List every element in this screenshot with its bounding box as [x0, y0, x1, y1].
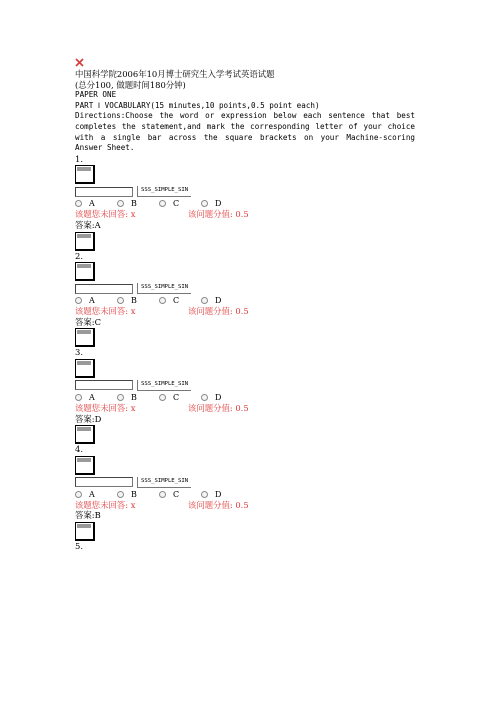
- hidden-field-label: SSS_SIMPLE_SIN: [137, 186, 191, 197]
- image-tag-icon: [77, 458, 91, 462]
- image-tag-icon: [77, 264, 91, 268]
- answer-image-placeholder: [75, 328, 95, 347]
- option-b[interactable]: B: [117, 199, 159, 208]
- option-d[interactable]: D: [201, 199, 243, 208]
- option-a[interactable]: A: [75, 199, 117, 208]
- image-tag-icon: [77, 234, 91, 238]
- question-block: [75, 347, 415, 444]
- answer-image-placeholder: [75, 232, 95, 251]
- answer-options: [75, 198, 415, 209]
- answer-input[interactable]: [75, 477, 133, 487]
- answer-options: [75, 392, 415, 403]
- radio-icon[interactable]: [201, 491, 208, 498]
- radio-icon[interactable]: [117, 200, 124, 207]
- image-tag-icon: [77, 524, 91, 528]
- document-page: [75, 58, 415, 551]
- question-number: 2.: [75, 250, 83, 261]
- exam-subtitle: (总分100, 做题时间180分钟): [75, 79, 186, 90]
- hidden-field-label: SSS_SIMPLE_SIN: [137, 283, 191, 294]
- answer-image-placeholder: [75, 522, 95, 541]
- radio-icon[interactable]: [159, 200, 166, 207]
- question-image-placeholder: [75, 359, 95, 378]
- question-block: [75, 251, 415, 348]
- unanswered-note: 该题您未回答: x: [75, 402, 136, 413]
- answer-image-placeholder: [75, 425, 95, 444]
- broken-image-icon: [75, 58, 84, 67]
- question-status: [75, 403, 415, 414]
- answer-input[interactable]: [75, 284, 133, 294]
- option-c[interactable]: C: [159, 199, 201, 208]
- option-b[interactable]: B: [117, 296, 159, 305]
- directions-text: Directions:Choose the word or expression below each sentence that best completes the statement,and mark the corresponding letter of your choice with a single bar across the square brackets on your Machine-scoring Answer Sheet.: [75, 111, 415, 153]
- score-note: 该问题分值: 0.5: [188, 306, 249, 317]
- image-tag-icon: [77, 330, 91, 334]
- question-number: 3.: [75, 347, 83, 358]
- score-note: 该问题分值: 0.5: [188, 209, 249, 220]
- option-c[interactable]: C: [159, 296, 201, 305]
- option-d[interactable]: D: [201, 296, 243, 305]
- radio-icon[interactable]: [75, 297, 82, 304]
- radio-icon[interactable]: [117, 297, 124, 304]
- option-b[interactable]: B: [117, 490, 159, 499]
- next-question-number: 5.: [75, 540, 83, 551]
- question-status: [75, 500, 415, 511]
- radio-icon[interactable]: [117, 491, 124, 498]
- answer-input[interactable]: [75, 187, 133, 197]
- question-image-placeholder: [75, 262, 95, 281]
- image-tag-icon: [77, 167, 91, 171]
- option-a[interactable]: A: [75, 393, 117, 402]
- option-d[interactable]: D: [201, 490, 243, 499]
- unanswered-note: 该题您未回答: x: [75, 209, 136, 220]
- answer-key: 答案:C: [75, 316, 101, 327]
- score-note: 该问题分值: 0.5: [188, 499, 249, 510]
- unanswered-note: 该题您未回答: x: [75, 499, 136, 510]
- option-b[interactable]: B: [117, 393, 159, 402]
- answer-input[interactable]: [75, 380, 133, 390]
- question-block: [75, 154, 415, 251]
- answer-key: 答案:D: [75, 413, 102, 424]
- radio-icon[interactable]: [75, 200, 82, 207]
- radio-icon[interactable]: [159, 297, 166, 304]
- part-heading: PART Ⅰ VOCABULARY(15 minutes,10 points,0.5 point each): [75, 100, 320, 110]
- option-a[interactable]: A: [75, 490, 117, 499]
- question-status: [75, 306, 415, 317]
- radio-icon[interactable]: [75, 491, 82, 498]
- question-block: [75, 444, 415, 541]
- unanswered-note: 该题您未回答: x: [75, 306, 136, 317]
- image-tag-icon: [77, 427, 91, 431]
- paper-heading: PAPER ONE: [75, 90, 117, 100]
- radio-icon[interactable]: [201, 394, 208, 401]
- answer-key: 答案:A: [75, 219, 101, 230]
- radio-icon[interactable]: [159, 394, 166, 401]
- image-tag-icon: [77, 361, 91, 365]
- radio-icon[interactable]: [117, 394, 124, 401]
- exam-title: 中国科学院2006年10月博士研究生入学考试英语试题: [75, 69, 275, 79]
- answer-options: [75, 489, 415, 500]
- question-image-placeholder: [75, 165, 95, 184]
- score-note: 该问题分值: 0.5: [188, 402, 249, 413]
- option-c[interactable]: C: [159, 490, 201, 499]
- question-number: 4.: [75, 444, 83, 455]
- radio-icon[interactable]: [159, 491, 166, 498]
- hidden-field-label: SSS_SIMPLE_SIN: [137, 380, 191, 391]
- option-d[interactable]: D: [201, 393, 243, 402]
- answer-options: [75, 295, 415, 306]
- radio-icon[interactable]: [201, 297, 208, 304]
- question-status: [75, 209, 415, 220]
- question-number: 1.: [75, 153, 83, 164]
- answer-key: 答案:B: [75, 510, 101, 521]
- hidden-field-label: SSS_SIMPLE_SIN: [137, 477, 191, 488]
- radio-icon[interactable]: [75, 394, 82, 401]
- question-image-placeholder: [75, 456, 95, 475]
- option-a[interactable]: A: [75, 296, 117, 305]
- radio-icon[interactable]: [201, 200, 208, 207]
- option-c[interactable]: C: [159, 393, 201, 402]
